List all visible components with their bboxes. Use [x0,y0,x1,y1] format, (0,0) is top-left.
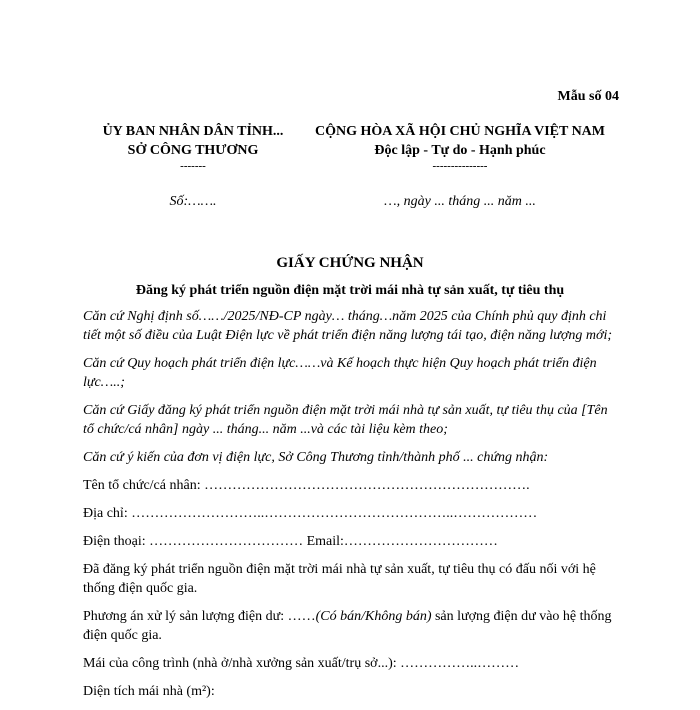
phone-email-field: Điện thoại: …………………………… Email:…………………………… [83,534,498,549]
roof-area-field: Diện tích mái nhà (m²): [83,684,215,699]
authority-line-2: SỞ CÔNG THƯƠNG [127,143,259,158]
document-date: …, ngày ... tháng ... năm ... [384,194,536,209]
basis-registration: Căn cứ Giấy đăng ký phát triển nguồn điện mặt trời mái nhà tự sản xuất, tự tiêu thụ của [Tên tổ chức/cá nhân] ngày ... tháng... năm ...và các tài liệu kèm theo; [83,403,608,437]
basis-plan: Căn cứ Quy hoạch phát triển điện lực……và Kế hoạch thực hiện Quy hoạch phát triển điện lực…..; [83,356,597,390]
surplus-prefix: Phương án xử lý sản lượng điện dư: …… [83,609,316,624]
motto-divider: --------------- [432,160,488,172]
surplus-option: (Có bán/Không bán) [315,609,432,624]
authority-line-1: ỦY BAN NHÂN DÂN TỈNH... [102,124,284,139]
surplus-suffix: sản lượng điện dư vào hệ thống điện quốc gia. [83,609,612,643]
national-motto [300,122,620,172]
basis-decree: Căn cứ Nghị định số……/2025/NĐ-CP ngày… tháng…năm 2025 của Chính phủ quy định chi tiết một số điều của Luật Điện lực về phát triển điện năng lượng tái tạo, điện năng lượng mới; [83,309,613,343]
registration-statement: Đã đăng ký phát triển nguồn điện mặt trời mái nhà tự sản xuất, tự tiêu thụ có đấu nối với hệ thống điện quốc gia. [83,562,596,596]
issuing-authority [93,122,293,172]
authority-divider: ------- [180,160,206,172]
surplus-plan [83,607,618,645]
form-number: Mẫu số 04 [557,89,619,104]
address-field: Địa chỉ: ………………………..…………………………………..……………… [83,506,538,521]
document-subtitle: Đăng ký phát triển nguồn điện mặt trời mái nhà tự sản xuất, tự tiêu thụ [135,283,565,298]
document-body [83,307,618,710]
motto: Độc lập - Tự do - Hạnh phúc [374,143,546,158]
country-name: CỘNG HÒA XÃ HỘI CHỦ NGHĨA VIỆT NAM [314,124,605,139]
roof-field: Mái của công trình (nhà ở/nhà xưởng sản xuất/trụ sở...): ……………..……… [83,656,520,671]
document-title: GIẤY CHỨNG NHẬN [276,255,424,271]
org-name-field: Tên tổ chức/cá nhân: ……………………………………………………………. [83,478,530,493]
document-number: Số:……. [169,194,217,209]
basis-opinion: Căn cứ ý kiến của đơn vị điện lực, Sở Công Thương tỉnh/thành phố ... chứng nhận: [83,450,549,465]
